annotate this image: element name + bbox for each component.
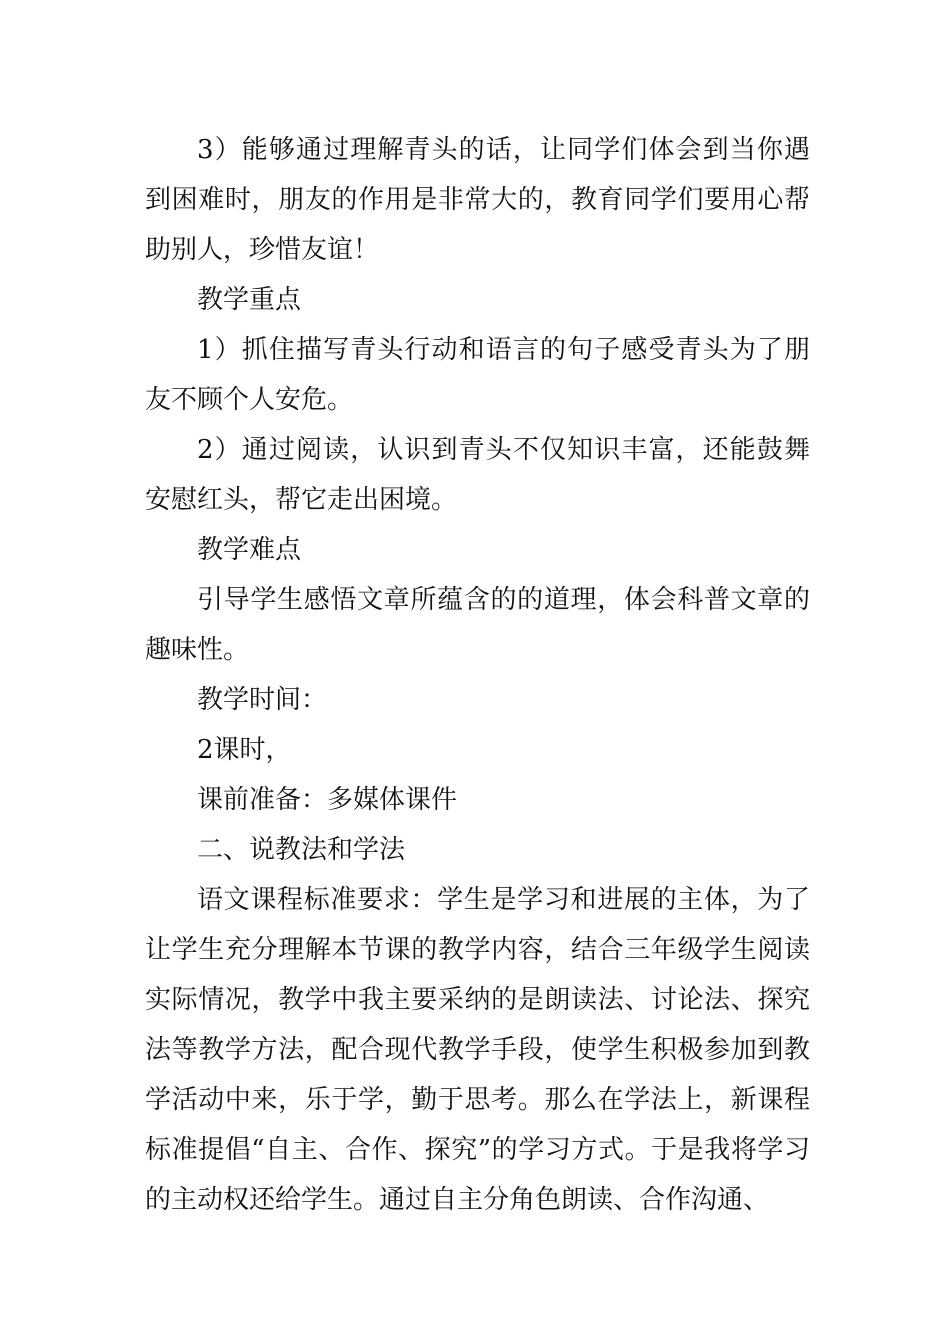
document-body bbox=[145, 125, 810, 1225]
paragraph-goal-3: 3）能够通过理解青头的话，让同学们体会到当你遇到困难时，朋友的作用是非常大的，教育同学们要用心帮助别人，珍惜友谊！ bbox=[145, 135, 810, 265]
paragraph-key-point-1: 1）抓住描写青头行动和语言的句子感受青头为了朋友不顾个人安危。 bbox=[145, 335, 810, 415]
paragraph-methods-body: 语文课程标准要求：学生是学习和进展的主体，为了让学生充分理解本节课的教学内容，结合三年级学生阅读实际情况，教学中我主要采纳的是朗读法、讨论法、探究法等教学方法，配合现代教学手段，使学生积极参加到教学活动中来，乐于学，勤于思考。那么在学法上，新课程标准提倡“自主、合作、探究”的学习方式。于是我将学习的主动权还给学生。通过自主分角色朗读、合作沟通、 bbox=[145, 885, 810, 1215]
paragraph-difficulty: 引导学生感悟文章所蕴含的的道理，体会科普文章的趣味性。 bbox=[145, 585, 810, 665]
heading-key-points: 教学重点 bbox=[197, 285, 302, 315]
heading-difficulties: 教学难点 bbox=[197, 535, 302, 565]
paragraph-preparation: 课前准备：多媒体课件 bbox=[197, 785, 458, 815]
heading-methods: 二、说教法和学法 bbox=[197, 835, 406, 865]
paragraph-key-point-2: 2）通过阅读，认识到青头不仅知识丰富，还能鼓舞安慰红头，帮它走出困境。 bbox=[145, 435, 810, 515]
paragraph-lesson-count: 2课时， bbox=[197, 735, 292, 765]
heading-teaching-time: 教学时间： bbox=[197, 685, 328, 715]
